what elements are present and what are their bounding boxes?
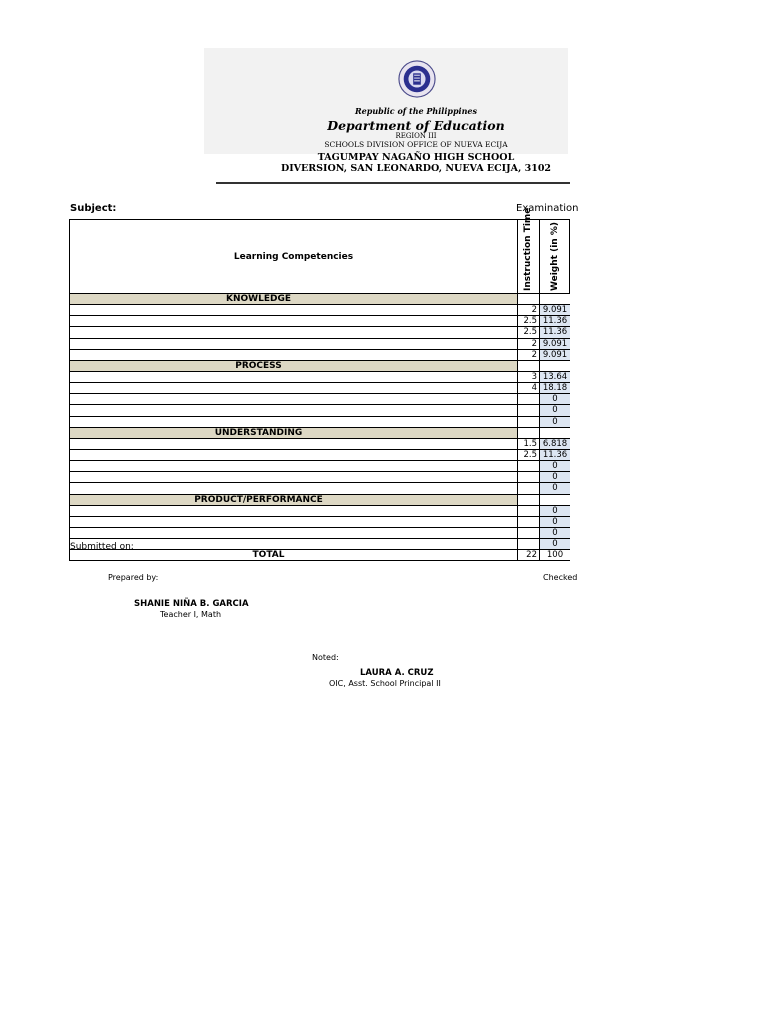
section-title: PRODUCT/PERFORMANCE	[194, 494, 323, 505]
section-row	[69, 428, 570, 439]
weight-cell: 11.36	[539, 316, 570, 326]
section-time-cell	[517, 428, 538, 438]
time-cell[interactable]	[517, 394, 538, 404]
weight-cell: 9.091	[539, 305, 570, 315]
section-time-cell	[517, 294, 538, 304]
weight-cell: 0	[539, 517, 570, 527]
section-time-cell	[517, 495, 538, 505]
weight-cell: 0	[539, 528, 570, 538]
table-body	[69, 294, 570, 550]
header-learning-competencies: Learning Competencies	[233, 251, 354, 262]
section-row	[69, 361, 570, 372]
total-time: 22	[517, 550, 538, 560]
section-weight-cell	[539, 495, 570, 505]
table-row	[69, 372, 570, 383]
table-row	[69, 327, 570, 338]
table-row	[69, 461, 570, 472]
table-row	[69, 417, 570, 428]
header-weight-label: Weight (in %)	[550, 222, 560, 291]
section-title: PROCESS	[235, 360, 282, 371]
weight-cell: 11.36	[539, 327, 570, 337]
time-cell[interactable]: 4	[517, 383, 538, 393]
table-row	[69, 405, 570, 416]
time-cell[interactable]: 2.5	[517, 327, 538, 337]
table-row	[69, 528, 570, 539]
weight-cell: 9.091	[539, 339, 570, 349]
weight-cell: 0	[539, 472, 570, 482]
section-weight-cell	[539, 361, 570, 371]
preparer-title: Teacher I, Math	[160, 610, 222, 619]
time-cell[interactable]: 1.5	[517, 439, 538, 449]
noter-title: OIC, Asst. School Principal II	[329, 679, 441, 688]
time-cell[interactable]: 2	[517, 350, 538, 360]
table-row	[69, 383, 570, 394]
section-time-cell	[517, 361, 538, 371]
competency-cell[interactable]	[70, 461, 517, 471]
table-row	[69, 394, 570, 405]
header-instruction-time-label: Instruction Time	[523, 207, 533, 291]
time-cell[interactable]	[517, 528, 538, 538]
competency-cell[interactable]	[70, 316, 517, 326]
competency-cell[interactable]	[70, 372, 517, 382]
table-row	[69, 305, 570, 316]
competency-cell[interactable]	[70, 528, 517, 538]
letterhead-divider	[216, 182, 570, 184]
weight-cell: 0	[539, 394, 570, 404]
table-row	[69, 539, 570, 550]
time-cell[interactable]: 2	[517, 305, 538, 315]
section-row	[69, 294, 570, 305]
time-cell[interactable]	[517, 506, 538, 516]
competency-cell[interactable]	[70, 350, 517, 360]
competency-cell[interactable]	[70, 450, 517, 460]
department-title: Department of Education	[327, 118, 505, 133]
time-cell[interactable]: 2.5	[517, 450, 538, 460]
header-instruction-time	[517, 207, 540, 293]
time-cell[interactable]	[517, 472, 538, 482]
total-label: TOTAL	[252, 550, 285, 561]
weight-cell: 11.36	[539, 450, 570, 460]
competency-cell[interactable]	[70, 483, 517, 493]
time-cell[interactable]	[517, 405, 538, 415]
table-row	[69, 316, 570, 327]
noted-label: Noted:	[312, 653, 339, 662]
competency-cell[interactable]	[70, 383, 517, 393]
weight-cell: 0	[539, 405, 570, 415]
region-text: REGION III	[395, 132, 437, 140]
preparer-name: SHANIE NIÑA B. GARCIA	[134, 599, 249, 609]
time-cell[interactable]: 2	[517, 339, 538, 349]
competency-cell[interactable]	[70, 327, 517, 337]
header-weight	[539, 220, 570, 293]
table-row	[69, 517, 570, 528]
subject-label: Subject:	[70, 203, 117, 214]
section-title: UNDERSTANDING	[214, 427, 303, 438]
time-cell[interactable]	[517, 417, 538, 427]
republic-text: Republic of the Philippines	[354, 106, 477, 116]
table-row	[69, 483, 570, 494]
section-weight-cell	[539, 428, 570, 438]
total-row	[69, 550, 570, 561]
section-title: KNOWLEDGE	[226, 294, 291, 304]
section-row	[69, 495, 570, 506]
noter-name: LAURA A. CRUZ	[360, 668, 434, 678]
table-row	[69, 506, 570, 517]
weight-cell: 6.818	[539, 439, 570, 449]
competency-cell[interactable]	[70, 517, 517, 527]
table-row	[69, 439, 570, 450]
weight-cell: 9.091	[539, 350, 570, 360]
competency-cell[interactable]	[70, 417, 517, 427]
section-weight-cell	[539, 294, 570, 304]
submitted-label: Submitted on:	[70, 542, 134, 552]
examination-label: Examination	[516, 203, 579, 214]
competency-cell[interactable]	[70, 394, 517, 404]
competency-cell[interactable]	[70, 472, 517, 482]
table-row	[69, 450, 570, 461]
table-row	[69, 350, 570, 361]
competency-cell[interactable]	[70, 339, 517, 349]
school-address: DIVERSION, SAN LEONARDO, NUEVA ECIJA, 3102	[280, 163, 552, 174]
time-cell[interactable]	[517, 517, 538, 527]
competency-cell[interactable]	[70, 305, 517, 315]
weight-cell: 18.18	[539, 383, 570, 393]
competency-cell[interactable]	[70, 539, 517, 549]
table-row	[69, 472, 570, 483]
time-cell[interactable]	[517, 539, 538, 549]
division-text: SCHOOLS DIVISION OFFICE OF NUEVA ECIJA	[324, 140, 508, 149]
time-cell[interactable]: 3	[517, 372, 538, 382]
deped-seal-icon	[398, 60, 436, 98]
weight-cell: 0	[539, 506, 570, 516]
checked-label: Checked	[543, 573, 578, 582]
weight-cell: 0	[539, 539, 570, 549]
time-cell[interactable]: 2.5	[517, 316, 538, 326]
competency-cell[interactable]	[70, 506, 517, 516]
weight-cell: 0	[539, 461, 570, 471]
total-weight: 100	[539, 550, 570, 560]
table-row	[69, 339, 570, 350]
weight-cell: 13.64	[539, 372, 570, 382]
prepared-label: Prepared by:	[108, 573, 159, 582]
competency-cell[interactable]	[70, 439, 517, 449]
school-name: TAGUMPAY NAGAÑO HIGH SCHOOL	[317, 152, 515, 163]
weight-cell: 0	[539, 483, 570, 493]
time-cell[interactable]	[517, 461, 538, 471]
weight-cell: 0	[539, 417, 570, 427]
time-cell[interactable]	[517, 483, 538, 493]
competency-cell[interactable]	[70, 405, 517, 415]
